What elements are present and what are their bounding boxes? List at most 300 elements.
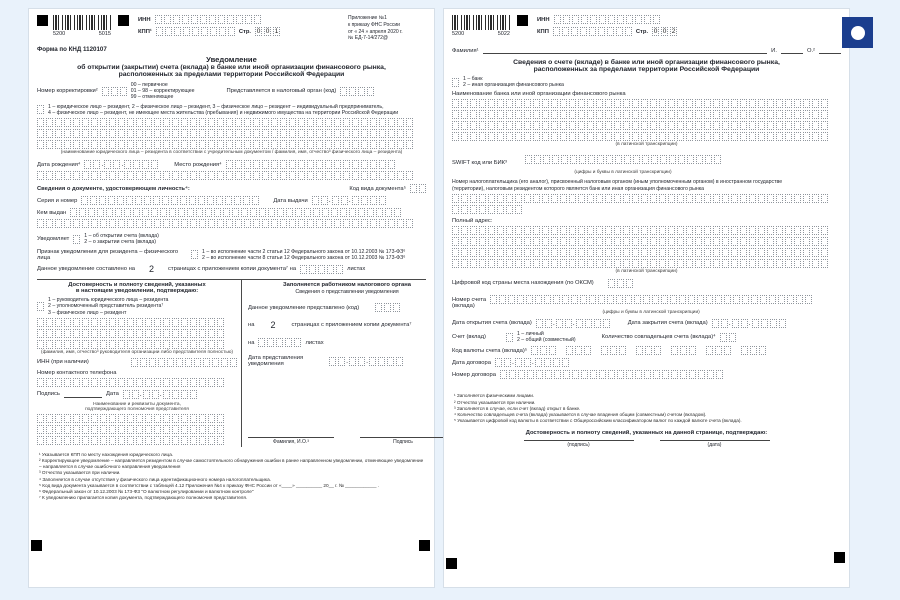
form-cell xyxy=(740,110,747,119)
form-cell xyxy=(145,318,152,327)
form-cell xyxy=(190,171,197,180)
form-cell xyxy=(307,171,314,180)
field-cells xyxy=(84,160,100,169)
close-date-field xyxy=(712,319,786,328)
form-cell xyxy=(695,121,702,130)
form-cell xyxy=(37,340,44,349)
form-cell xyxy=(221,358,228,367)
form-cell xyxy=(97,208,104,217)
form-cell xyxy=(452,110,459,119)
form-cell xyxy=(645,346,652,355)
series-field xyxy=(81,196,259,205)
form-cell xyxy=(397,171,404,180)
form-cell xyxy=(677,226,684,235)
form-cell xyxy=(769,295,776,304)
form-cell xyxy=(244,118,251,127)
form-cell xyxy=(587,99,594,108)
option-text: 4 – физическое лицо – резидент, не имеющее места жительства (пребывания) и недвижимого имущества на территории Российской Федерации xyxy=(48,109,399,116)
initial-o-blank xyxy=(819,47,841,54)
inn-field xyxy=(554,15,660,24)
confirm-type-field xyxy=(37,302,44,311)
form-cell xyxy=(201,27,208,36)
form-cell xyxy=(461,248,468,257)
currency-field xyxy=(601,346,626,355)
form-cell xyxy=(37,140,44,149)
form-cell xyxy=(749,259,756,268)
form-cell xyxy=(171,196,178,205)
form-cell xyxy=(695,132,702,141)
form-cell xyxy=(614,110,621,119)
form-cell xyxy=(163,436,170,445)
form-cell xyxy=(341,196,348,205)
form-cell xyxy=(331,208,338,217)
form-cell xyxy=(127,118,134,127)
form-cell xyxy=(524,358,531,367)
form-cell xyxy=(805,295,812,304)
form-cell xyxy=(542,132,549,141)
form-cell xyxy=(659,99,666,108)
resident-name-field xyxy=(37,118,426,149)
form-cell xyxy=(190,118,197,127)
form-cell xyxy=(120,87,127,96)
form-cell xyxy=(155,15,162,24)
form-cell xyxy=(109,436,116,445)
field-cells-row xyxy=(452,226,841,235)
form-cell xyxy=(632,226,639,235)
form-cell xyxy=(749,226,756,235)
field-cells-row xyxy=(37,140,426,149)
form-cell xyxy=(497,194,504,203)
form-cell xyxy=(145,171,152,180)
form-cell xyxy=(626,279,633,288)
form-cell xyxy=(253,129,260,138)
correction-options xyxy=(131,82,195,101)
official-title: Заполняется работником налогового органа xyxy=(283,282,411,289)
form-cell xyxy=(588,155,595,164)
form-cell xyxy=(490,295,497,304)
form-cell xyxy=(533,110,540,119)
form-cell xyxy=(336,265,343,274)
form-cell: 0 xyxy=(662,28,667,35)
authority-doc-line: Наименование и реквизиты документа, xyxy=(93,401,181,407)
form-cell xyxy=(235,140,242,149)
form-cell xyxy=(325,140,332,149)
date-separator: . xyxy=(328,197,331,205)
form-cell xyxy=(605,99,612,108)
currency-label: Код валюты счета (вклада)⁵ xyxy=(452,347,528,354)
form-cell xyxy=(410,184,417,193)
official-pages-row xyxy=(248,320,446,330)
form-cell xyxy=(722,121,729,130)
form-cell xyxy=(650,237,657,246)
form-cell xyxy=(106,208,113,217)
form-cell xyxy=(668,237,675,246)
form-cell xyxy=(509,370,516,379)
form-cell xyxy=(821,226,828,235)
form-cell xyxy=(533,237,540,246)
inn-kpp-block xyxy=(138,15,280,36)
form-cell xyxy=(82,378,89,387)
currency-field xyxy=(741,346,766,355)
form-cell xyxy=(180,196,187,205)
form-cell xyxy=(497,121,504,130)
form-cell xyxy=(536,319,543,328)
form-cell xyxy=(225,196,232,205)
form-cell xyxy=(160,208,167,217)
form-cell xyxy=(461,194,468,203)
notify-field xyxy=(73,235,80,244)
form-cell xyxy=(181,425,188,434)
form-cell xyxy=(544,295,551,304)
form-cell xyxy=(217,329,224,338)
account-number-label xyxy=(452,297,486,309)
form-cell xyxy=(614,132,621,141)
form-cell xyxy=(488,248,495,257)
form-cell xyxy=(394,208,401,217)
form-cell xyxy=(632,132,639,141)
form-cell xyxy=(677,248,684,257)
form-cell xyxy=(100,118,107,127)
form-cell xyxy=(127,219,134,228)
form-cell xyxy=(111,87,118,96)
address-label-row xyxy=(452,218,841,224)
form-cell xyxy=(713,226,720,235)
form-cell xyxy=(289,129,296,138)
resident-category-field xyxy=(37,105,44,114)
form-cell xyxy=(742,295,749,304)
form-cell xyxy=(163,340,170,349)
form-cell xyxy=(55,118,62,127)
form-cell xyxy=(127,140,134,149)
form-cell xyxy=(190,219,197,228)
footnote: ⁷ К уведомлению прилагается копия документа, подтверждающего полномочия представителя. xyxy=(39,495,248,501)
form-cell xyxy=(794,99,801,108)
form-cell xyxy=(136,329,143,338)
field-cells-row xyxy=(452,132,841,141)
form-cell xyxy=(652,295,659,304)
form-cell xyxy=(479,121,486,130)
form-cell xyxy=(375,303,382,312)
form-cell xyxy=(37,318,44,327)
form-cell xyxy=(82,171,89,180)
form-cell xyxy=(100,340,107,349)
date-caption: (дата) xyxy=(660,440,770,448)
form-cell xyxy=(796,295,803,304)
form-cell xyxy=(585,319,592,328)
form-cell xyxy=(599,370,606,379)
surname-row xyxy=(452,47,841,54)
form-cell xyxy=(452,248,459,257)
form-cell xyxy=(334,219,341,228)
field-cells-row xyxy=(452,205,841,214)
footnote: ⁴ Заполняется в случае отсутствия у физического лица идентификационного номера налогоплательщика. xyxy=(39,476,271,482)
form-cell xyxy=(378,357,385,366)
form-cell xyxy=(298,160,305,169)
form-cell xyxy=(615,155,622,164)
form-cell xyxy=(217,140,224,149)
form-cell xyxy=(73,378,80,387)
coowners-field xyxy=(720,333,736,342)
form-cell xyxy=(55,318,62,327)
form-cell xyxy=(140,358,147,367)
form-cell xyxy=(803,194,810,203)
official-on-label-2: на xyxy=(248,339,255,346)
form-cell xyxy=(379,129,386,138)
form-cell xyxy=(289,160,296,169)
form-cell xyxy=(497,237,504,246)
form-cell xyxy=(698,370,705,379)
form-cell xyxy=(234,196,241,205)
field-cells-row xyxy=(452,237,841,246)
field-cells-row xyxy=(452,110,841,119)
form-cell xyxy=(226,160,233,169)
form-cell xyxy=(280,129,287,138)
barcode-bars-icon xyxy=(452,15,510,30)
form-cell xyxy=(533,259,540,268)
form-cell xyxy=(551,226,558,235)
page2-confirm-block xyxy=(452,430,841,448)
footnote: ⁵ Код вида документа указывается в соответствии с таблицей 4.12 Приложения №4 к приказу ФНС России от «____» __________ 20__ г. № ____________ . xyxy=(39,482,380,488)
form-cell xyxy=(271,171,278,180)
form-cell xyxy=(551,194,558,203)
form-cell xyxy=(749,132,756,141)
form-cell xyxy=(686,132,693,141)
form-cell xyxy=(73,329,80,338)
form-cell xyxy=(132,390,139,399)
form-cell xyxy=(515,237,522,246)
date-separator: . xyxy=(346,357,349,365)
form-cell xyxy=(596,194,603,203)
page-number-label: Стр. xyxy=(635,28,649,35)
field-cells-row xyxy=(37,425,237,434)
form-cell xyxy=(163,171,170,180)
form-cell xyxy=(560,194,567,203)
form-cell xyxy=(226,219,233,228)
form-cell xyxy=(554,15,561,24)
form-cell xyxy=(569,226,576,235)
form-cell xyxy=(695,259,702,268)
form-cell xyxy=(208,425,215,434)
field-cells-row xyxy=(37,219,426,228)
confirm-title-line: в настоящем уведомлении, подтверждаю: xyxy=(75,288,199,295)
form-cell xyxy=(268,208,275,217)
form-cell xyxy=(704,194,711,203)
form-cell xyxy=(452,99,459,108)
form-cell xyxy=(524,194,531,203)
form-cell xyxy=(740,237,747,246)
form-cell xyxy=(671,370,678,379)
form-cell xyxy=(388,171,395,180)
form-cell xyxy=(542,110,549,119)
kpp-row xyxy=(138,27,280,36)
form-cell xyxy=(641,194,648,203)
barcode-number-left: 5200 xyxy=(53,31,66,37)
form-cell xyxy=(605,194,612,203)
form-cell xyxy=(500,370,507,379)
form-cell xyxy=(82,140,89,149)
form-cell xyxy=(154,140,161,149)
form-cell xyxy=(370,129,377,138)
date-slot xyxy=(660,440,770,448)
form-cell xyxy=(406,118,413,127)
page2-footnotes xyxy=(452,393,841,424)
form-cell xyxy=(506,205,513,214)
official-submitted-row xyxy=(248,303,446,312)
form-cell xyxy=(515,205,522,214)
form-cell xyxy=(203,358,210,367)
record-indicator-button[interactable] xyxy=(842,17,873,48)
form-cell xyxy=(578,248,585,257)
form-cell xyxy=(388,140,395,149)
form-cell xyxy=(531,346,538,355)
form-cell xyxy=(127,129,134,138)
signature-section xyxy=(37,279,426,447)
correction-label: Номер корректировки² xyxy=(37,88,98,95)
form-cell xyxy=(785,237,792,246)
form-cell xyxy=(109,378,116,387)
form-cell xyxy=(608,370,615,379)
form-cell xyxy=(334,171,341,180)
form-cell xyxy=(785,121,792,130)
form-cell xyxy=(352,160,359,169)
form-cell xyxy=(163,140,170,149)
form-cell xyxy=(163,129,170,138)
form-cell xyxy=(740,259,747,268)
field-cells xyxy=(312,196,328,205)
address-caption: (в латинской транскрипции) xyxy=(615,268,678,274)
form-cell xyxy=(599,15,606,24)
field-cells-row xyxy=(452,194,841,203)
official-signature xyxy=(360,437,446,445)
form-cell xyxy=(73,318,80,327)
form-cell xyxy=(705,155,712,164)
date-separator: . xyxy=(121,161,124,169)
account-type-row xyxy=(452,331,841,343)
form-cell xyxy=(488,132,495,141)
form-cell xyxy=(452,194,459,203)
form-cell xyxy=(479,99,486,108)
correction-field xyxy=(102,87,127,96)
form-cell xyxy=(515,99,522,108)
form-cell xyxy=(379,140,386,149)
form-cell xyxy=(64,425,71,434)
form-cell xyxy=(126,196,133,205)
form-cell xyxy=(214,208,221,217)
form-cell xyxy=(145,414,152,423)
form-cell xyxy=(325,129,332,138)
form-cell xyxy=(716,370,723,379)
form-cell xyxy=(650,99,657,108)
form-cell xyxy=(785,259,792,268)
form-cell xyxy=(397,129,404,138)
form-cell xyxy=(152,390,159,399)
bank-name-label-row xyxy=(452,91,841,97)
form-cell xyxy=(497,226,504,235)
form-cell xyxy=(307,219,314,228)
form-cell xyxy=(361,140,368,149)
barcode-number-right: 5022 xyxy=(497,31,510,37)
form-cell xyxy=(349,87,356,96)
form-cell xyxy=(671,346,678,355)
form-cell xyxy=(109,118,116,127)
country-code-field xyxy=(608,279,633,288)
form-cell xyxy=(560,121,567,130)
form-cell xyxy=(479,110,486,119)
form-cell xyxy=(650,121,657,130)
form-cell xyxy=(515,132,522,141)
form-cell xyxy=(262,140,269,149)
form-cell xyxy=(190,414,197,423)
form-cell xyxy=(286,208,293,217)
form-cell xyxy=(587,259,594,268)
form-cell xyxy=(569,132,576,141)
form-cell xyxy=(779,319,786,328)
form-cell xyxy=(235,219,242,228)
form-cell xyxy=(650,226,657,235)
form-cell xyxy=(118,129,125,138)
form-cell xyxy=(217,378,224,387)
form-cell xyxy=(73,340,80,349)
footnote: ¹ Указывается КПП по месту нахождения юридического лица. xyxy=(39,451,174,457)
form-cell xyxy=(812,99,819,108)
form-cell xyxy=(758,237,765,246)
form-cell xyxy=(190,318,197,327)
form-cell xyxy=(750,346,757,355)
composed-pages-value: 2 xyxy=(149,264,155,275)
form-cell xyxy=(540,346,547,355)
notify-options xyxy=(84,233,159,245)
form-cell xyxy=(183,27,190,36)
form-cell xyxy=(145,118,152,127)
identity-doc-row xyxy=(37,184,426,193)
form-cell xyxy=(461,110,468,119)
inn-label: ИНН xyxy=(537,16,550,23)
form-cell xyxy=(554,370,561,379)
form-cell xyxy=(560,259,567,268)
form-cell xyxy=(560,110,567,119)
form-cell xyxy=(367,87,374,96)
form-cell xyxy=(740,194,747,203)
form-cell xyxy=(55,414,62,423)
form-cell xyxy=(127,378,134,387)
form-cell xyxy=(636,346,643,355)
form-cell xyxy=(524,226,531,235)
form-cell xyxy=(163,390,170,399)
form-cell xyxy=(100,329,107,338)
field-cells xyxy=(163,390,197,399)
title-line: расположенных за пределами территории Российской Федерации xyxy=(118,71,345,78)
form-cell xyxy=(722,248,729,257)
form-cell xyxy=(488,259,495,268)
taxpayer-line: (территории), налоговым резидентом которого является банк или иная организация финансового рынка xyxy=(452,185,705,192)
form-cell xyxy=(535,295,542,304)
form-cell xyxy=(181,171,188,180)
form-cell xyxy=(704,226,711,235)
issued-by-field xyxy=(70,208,401,217)
form-cell xyxy=(452,226,459,235)
form-cell xyxy=(776,226,783,235)
form-cell xyxy=(651,155,658,164)
form-cell xyxy=(560,248,567,257)
form-cell xyxy=(553,27,560,36)
form-cell xyxy=(361,129,368,138)
form-cell xyxy=(172,318,179,327)
option-text: 3 – физическое лицо – резидент xyxy=(48,309,127,316)
form-cell xyxy=(697,295,704,304)
form-cell xyxy=(338,357,345,366)
form-cell xyxy=(190,425,197,434)
form-cell xyxy=(82,129,89,138)
